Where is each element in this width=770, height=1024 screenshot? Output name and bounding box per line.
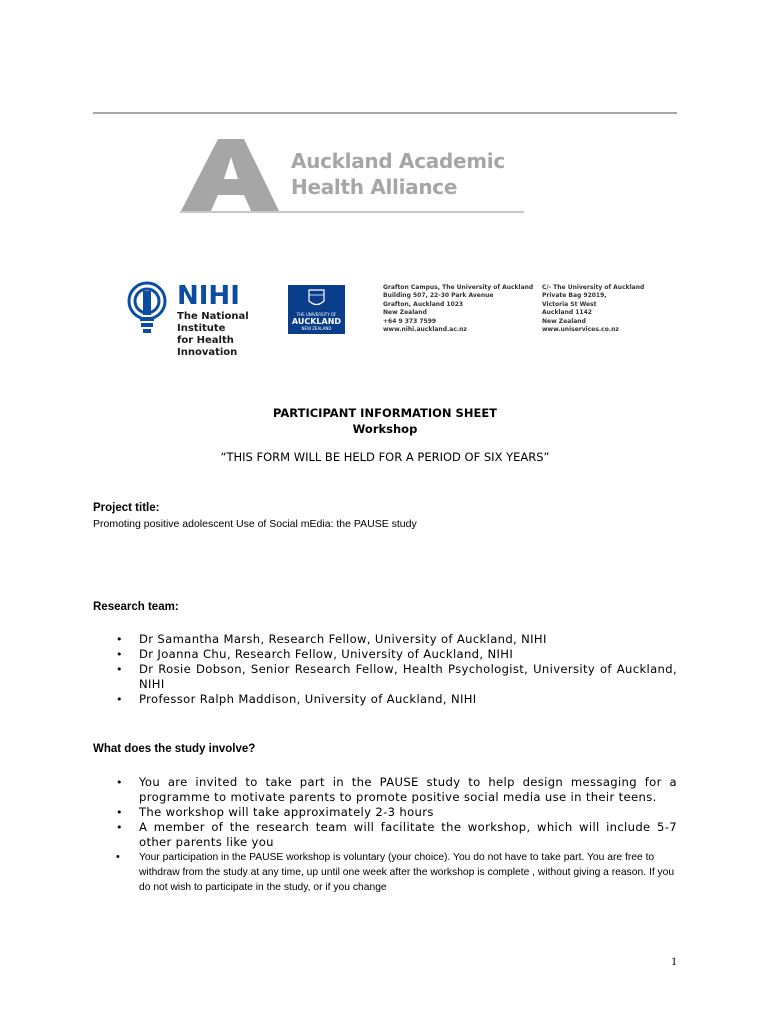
address-line: Victoria St West (542, 300, 597, 308)
project-title-label: Project title: (93, 502, 160, 514)
list-item: • Professor Ralph Maddison, University of Auckland, NIHI (0, 692, 677, 707)
address-line: Private Bag 92019, (542, 292, 607, 300)
aaha-a-icon (180, 139, 286, 215)
nihi-tagline-2: for Health Innovation (177, 335, 238, 358)
nihi-logo (127, 281, 287, 358)
uoa-wordmark (288, 312, 345, 331)
research-team-label: Research team: (93, 601, 179, 613)
uoa-small-text: THE UNIVERSITY OF (296, 312, 337, 317)
document-subtitle: Workshop (352, 422, 418, 436)
aaha-logo (180, 139, 524, 215)
address-block-grafton (383, 284, 533, 334)
nihi-tagline (177, 311, 287, 359)
address-block-uniservices (542, 284, 644, 334)
list-item: • Dr Rosie Dobson, Senior Research Fellow, Health Psychologist, University of Auckland, NIHI (0, 662, 677, 692)
project-title-text: Promoting positive adolescent Use of Social mEdia: the PAUSE study (93, 518, 417, 530)
aaha-line-2: Health Alliance (291, 175, 458, 199)
address-line: Building 507, 22-30 Park Avenue (383, 292, 494, 300)
aaha-line-1: Auckland Academic (291, 149, 505, 173)
study-involvement-list (0, 775, 770, 895)
aaha-underline (286, 211, 524, 213)
list-item: • A member of the research team will facilitate the workshop, which will include 5-7 other parents like you (0, 820, 677, 850)
retention-notice: “THIS FORM WILL BE HELD FOR A PERIOD OF SIX YEARS” (220, 450, 550, 464)
crest-icon (288, 285, 345, 311)
uoa-country: NEW ZEALAND (301, 326, 332, 331)
address-line: www.nihi.auckland.ac.nz (383, 325, 467, 333)
list-item: • You are invited to take part in the PAUSE study to help design messaging for a programme to motivate parents to promote positive social media use in their teens. (0, 775, 677, 805)
page-number: 1 (671, 954, 677, 968)
address-line: www.uniservices.co.nz (542, 325, 619, 333)
list-item: • Dr Joanna Chu, Research Fellow, University of Auckland, NIHI (0, 647, 677, 662)
aaha-wordmark (291, 148, 505, 200)
study-involvement-label: What does the study involve? (93, 743, 256, 755)
nihi-tagline-1: The National Institute (177, 311, 249, 334)
research-team-list (0, 632, 770, 707)
list-item: • Dr Samantha Marsh, Research Fellow, University of Auckland, NIHI (0, 632, 677, 647)
address-line: New Zealand (542, 317, 586, 325)
nihi-wordmark: NIHI (177, 281, 240, 311)
list-item: • Your participation in the PAUSE workshop is voluntary (your choice). You do not have to take part. You are free to withdraw from the study at any time, up until one week after the workshop is complete , without giving a reason. If you do not wish to participate in the study, or if you change (0, 850, 677, 895)
lightbulb-icon (127, 281, 173, 335)
document-heading (0, 405, 770, 437)
list-item: • The workshop will take approximately 2-3 hours (0, 805, 677, 820)
address-line: Grafton Campus, The University of Auckland (383, 284, 534, 291)
address-line: Grafton, Auckland 1023 (383, 300, 464, 308)
document-title: PARTICIPANT INFORMATION SHEET (272, 406, 498, 420)
top-divider (93, 112, 677, 114)
address-line: Auckland 1142 (542, 309, 592, 317)
university-of-auckland-logo (288, 285, 345, 334)
address-line: New Zealand (383, 309, 427, 317)
address-line: +64 9 373 7599 (383, 317, 437, 325)
address-line: C/- The University of Auckland (542, 284, 645, 291)
uoa-name: AUCKLAND (291, 317, 342, 326)
